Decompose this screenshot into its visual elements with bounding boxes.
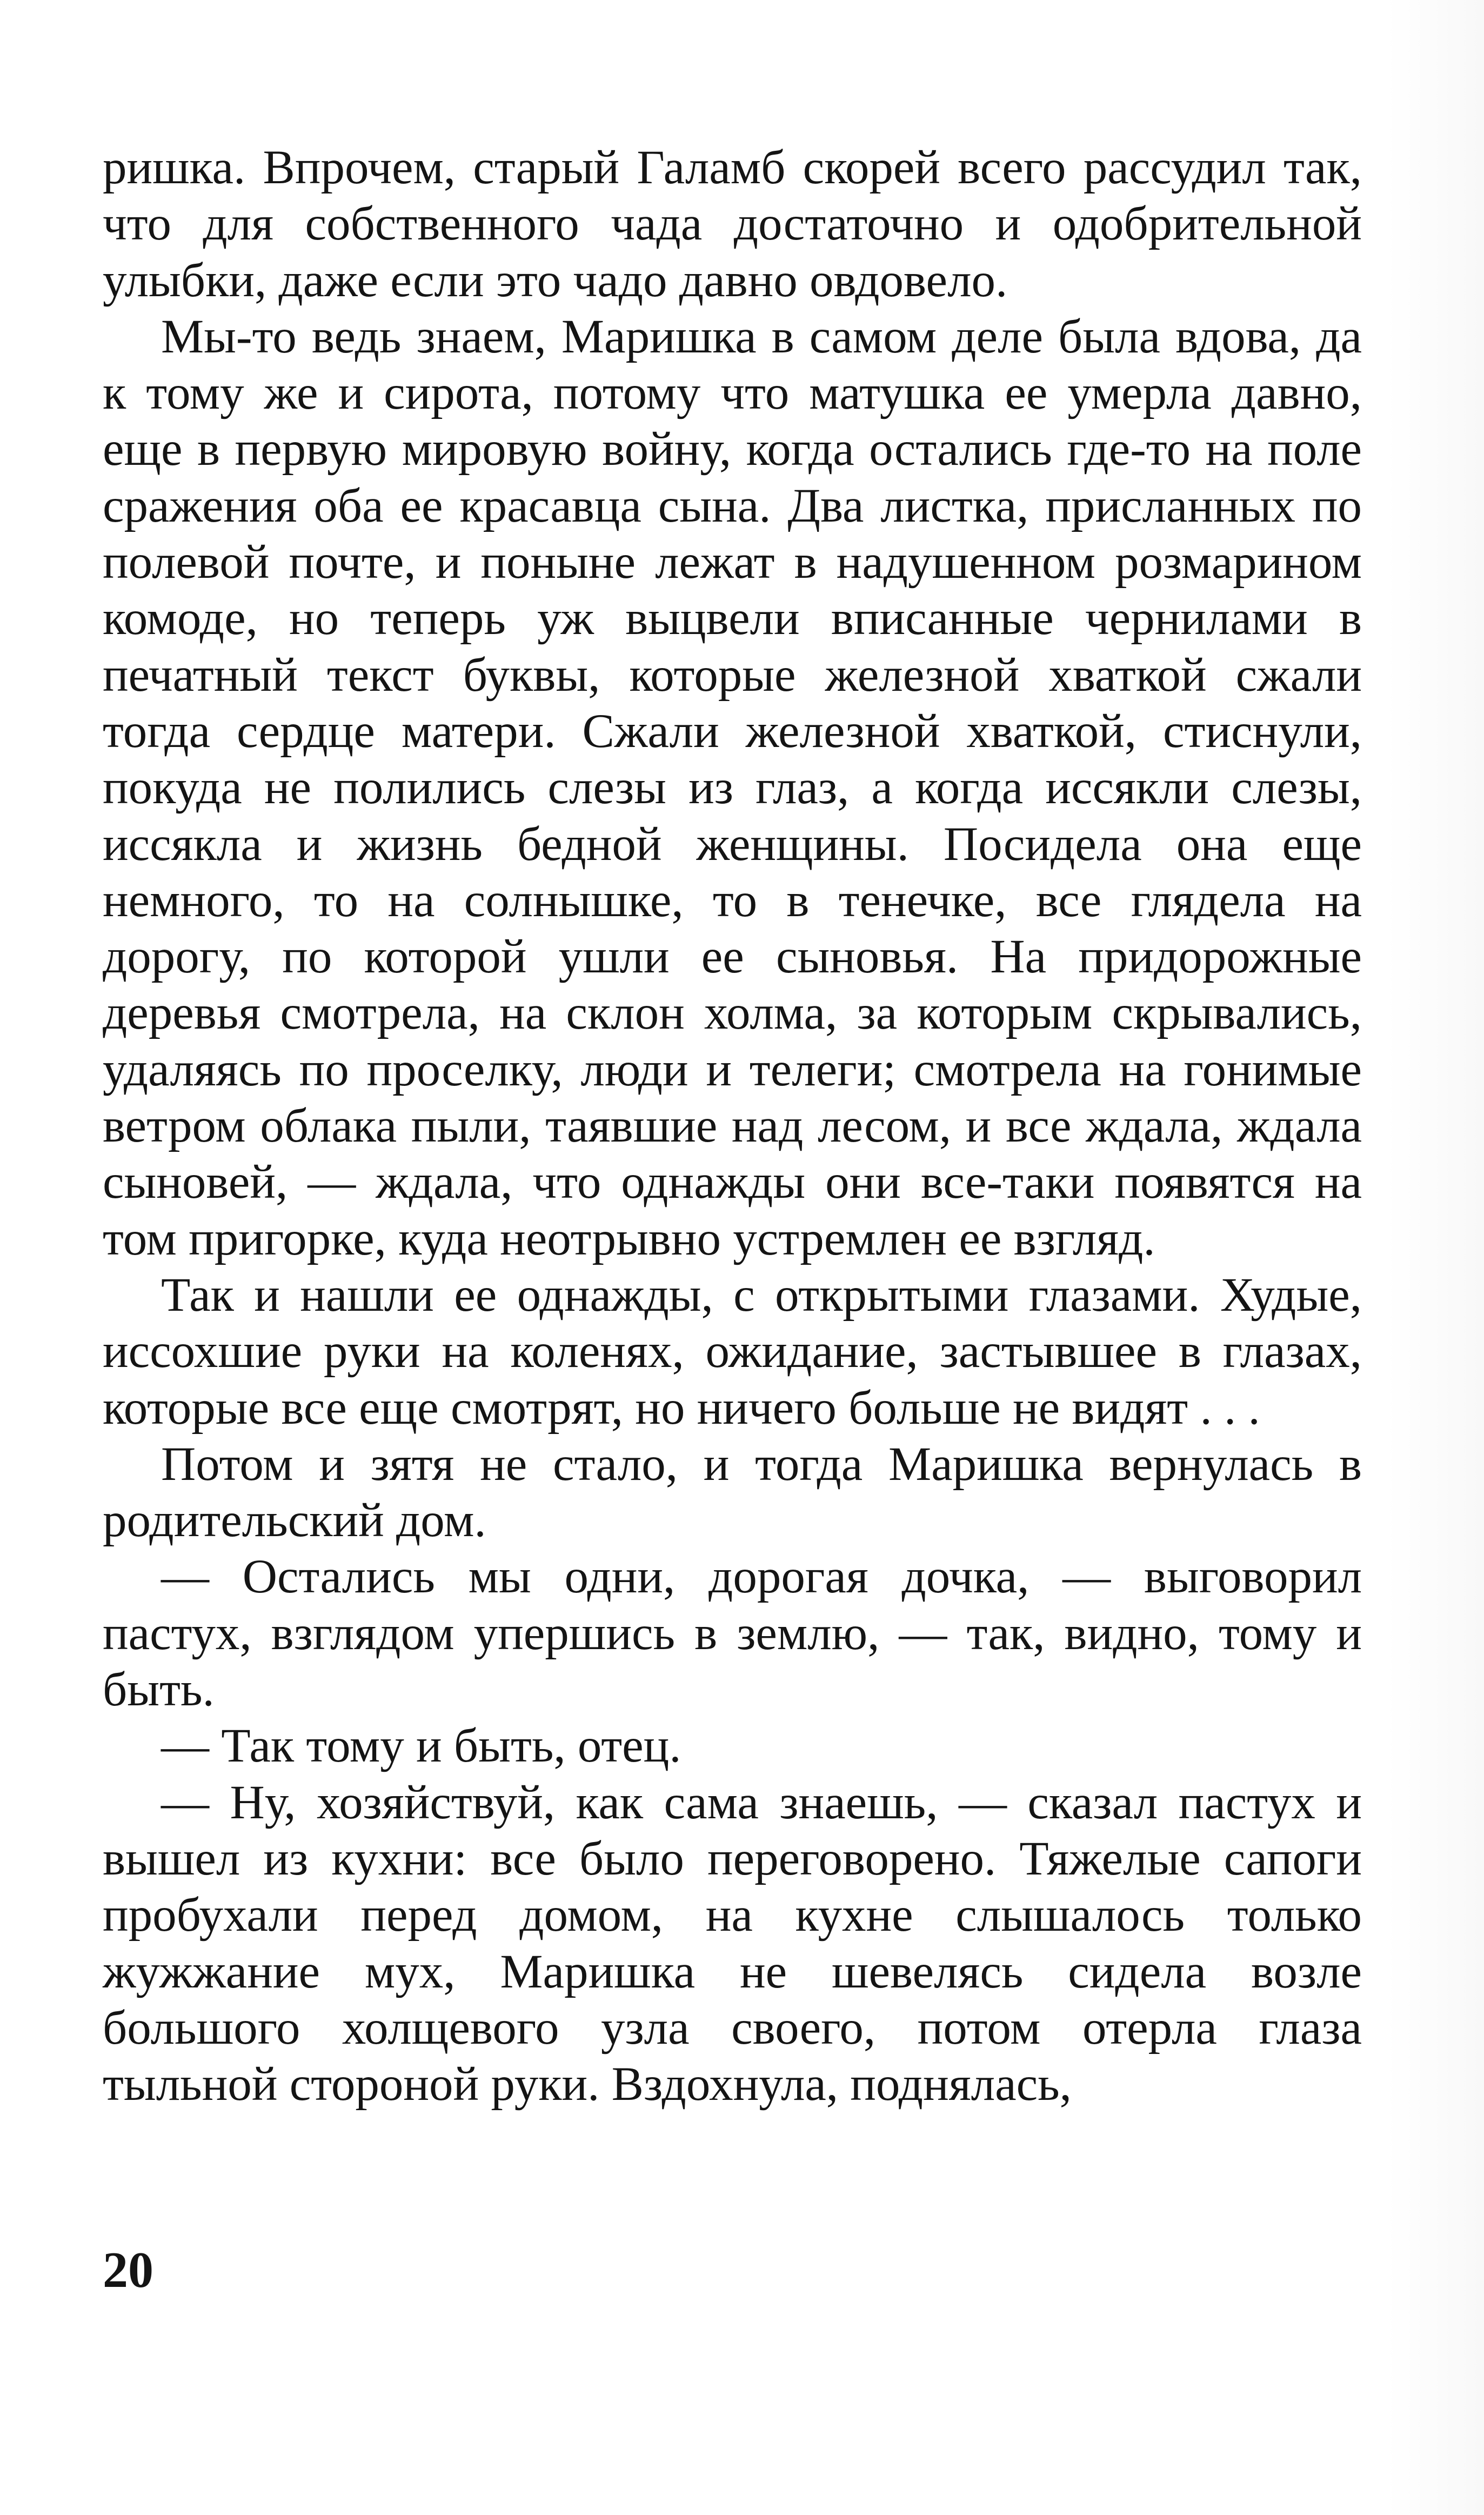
paragraph-4: Потом и зятя не стало, и тогда Маришка вернулась в родительский дом. [103,1437,1362,1547]
paragraph-5: — Остались мы одни, дорогая дочка, — выговорил пастух, взглядом упершись в землю, — так, видно, тому и быть. [103,1550,1362,1717]
body-text [103,139,1362,2112]
paragraph-1: ришка. Впрочем, старый Галамб скорей всего рассудил так, что для собственного чада достаточно и одобрительной улыбки, даже если это чадо давно овдовело. [103,141,1362,307]
page-number: 20 [103,2242,153,2298]
paragraph-3: Так и нашли ее однажды, с открытыми глазами. Худые, иссохшие руки на коленях, ожидание, застывшее в глазах, которые все еще смотрят, но ничего больше не видят . . . [103,1268,1362,1435]
paragraph-2: Мы-то ведь знаем, Маришка в самом деле была вдова, да к тому же и сирота, потому что матушка ее умерла давно, еще в первую мировую войну, когда остались где-то на поле сражения оба ее красавца сына. Два листка, присланных по полевой почте, и поныне лежат в надушенном розмарином комоде, но теперь уж выцвели вписанные чернилами в печатный текст буквы, которые железной хваткой сжали тогда сердце матери. Сжали железной хваткой, стиснули, покуда не полились слезы из глаз, а когда иссякли слезы, иссякла и жизнь бедной женщины. Посидела она еще немного, то на солнышке, то в тенечке, все глядела на дорогу, по которой ушли ее сыновья. На придорожные деревья смотрела, на склон холма, за которым скрывались, удаляясь по проселку, люди и телеги; смотрела на гонимые ветром облака пыли, таявшие над лесом, и все ждала, ждала сыновей, — ждала, что однажды они все-таки появятся на том пригорке, куда неотрывно устремлен ее взгляд. [103,310,1362,1265]
paragraph-7: — Ну, хозяйствуй, как сама знаешь, — сказал пастух и вышел из кухни: все было переговорено. Тяжелые сапоги пробухали перед домом, на кухне слышалось только жужжание мух, Маришка не шевелясь сидела возле большого холщевого узла своего, потом отерла глаза тыльной стороной руки. Вздохнула, поднялась, [103,1776,1362,2111]
scan-edge-shadow [1387,0,1484,2515]
paragraph-6: — Так тому и быть, отец. [161,1719,681,1773]
